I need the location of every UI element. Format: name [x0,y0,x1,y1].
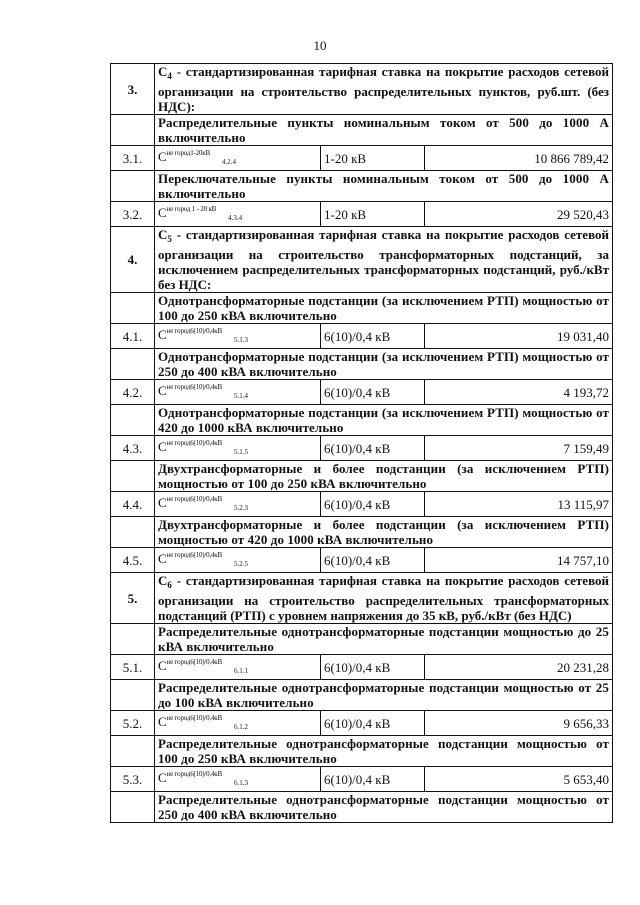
tariff-table [110,63,613,823]
section-4-row [111,227,613,293]
item-description-row [111,349,613,380]
rate-value: 20 231,28 [425,655,613,680]
item-description-row [111,517,613,548]
rate-formula: $C^{не город6(10)/0,4кВ}_{6.1.2}$ [155,711,321,736]
section-3-row [111,64,613,115]
item-description-row [111,461,613,492]
item-number: 4.2. [111,380,155,405]
rate-value: 10 866 789,42 [425,146,613,171]
item-description: Распределительные пункты номинальным током от 500 до 1000 А включительно [155,115,613,146]
item-number: 3.2. [111,202,155,227]
item-description: Двухтрансформаторные и более подстанции (за исключением РТП) мощностью от 100 до 250 кВА включительно [155,461,613,492]
table-row [111,202,613,227]
rate-value: 4 193,72 [425,380,613,405]
voltage-level: 6(10)/0,4 кВ [321,655,425,680]
rate-value: 19 031,40 [425,324,613,349]
section-heading: $C_5$ - стандартизированная тарифная ставка на покрытие расходов сетевой организации на строительство трансформаторных подстанций, за исключением распределительных трансформаторных подстанций, руб./кВт без НДС: [155,227,613,293]
section-number: 4. [111,227,155,293]
table-row [111,655,613,680]
section-heading: $C_6$ - стандартизированная тарифная ставка на покрытие расходов сетевой организации на строительство распределительных трансформаторных подстанций (РТП) с уровнем напряжения до 35 кВ, руб./кВт (без НДС) [155,573,613,624]
item-description: Двухтрансформаторные и более подстанции (за исключением РТП) мощностью от 420 до 1000 кВА включительно [155,517,613,548]
voltage-level: 6(10)/0,4 кВ [321,324,425,349]
rate-value: 9 656,33 [425,711,613,736]
rate-formula: $C^{не город1-20кВ}_{4.2.4}$ [155,146,321,171]
item-number: 4.4. [111,492,155,517]
rate-formula: $C^{не город6(10)/0,4кВ}_{5.1.5}$ [155,436,321,461]
table-row [111,324,613,349]
voltage-level: 1-20 кВ [321,202,425,227]
rate-value: 29 520,43 [425,202,613,227]
voltage-level: 6(10)/0,4 кВ [321,380,425,405]
voltage-level: 6(10)/0,4 кВ [321,711,425,736]
item-description-row [111,405,613,436]
rate-value: 5 653,40 [425,767,613,792]
table-row [111,436,613,461]
rate-formula: $C^{не город6(10)/0,4кВ}_{5.1.4}$ [155,380,321,405]
table-row [111,146,613,171]
table-row [111,548,613,573]
rate-formula: $C^{не город6(10)/0,4кВ}_{5.2.5}$ [155,548,321,573]
table-row [111,380,613,405]
item-description-row [111,115,613,146]
item-description-row [111,171,613,202]
voltage-level: 6(10)/0,4 кВ [321,767,425,792]
voltage-level: 6(10)/0,4 кВ [321,436,425,461]
page-number: 10 [313,38,327,53]
section-5-row [111,573,613,624]
section-number: 5. [111,573,155,624]
item-description: Однотрансформаторные подстанции (за исключением РТП) мощностью от 420 до 1000 кВА включительно [155,405,613,436]
voltage-level: 1-20 кВ [321,146,425,171]
rate-value: 14 757,10 [425,548,613,573]
item-description: Переключательные пункты номинальным током от 500 до 1000 А включительно [155,171,613,202]
item-description: Распределительные однотрансформаторные подстанции мощностью до 25 кВА включительно [155,624,613,655]
item-description-row [111,680,613,711]
item-number: 4.1. [111,324,155,349]
section-number: 3. [111,64,155,115]
item-number: 4.5. [111,548,155,573]
table-row [111,492,613,517]
item-description-row [111,293,613,324]
voltage-level: 6(10)/0,4 кВ [321,492,425,517]
rate-formula: $C^{не город6(10)/0,4кВ}_{5.1.3}$ [155,324,321,349]
item-description-row [111,792,613,823]
rate-formula: $C^{не город 1 - 20 кВ}_{4.3.4}$ [155,202,321,227]
item-number: 3.1. [111,146,155,171]
voltage-level: 6(10)/0,4 кВ [321,548,425,573]
item-number: 5.1. [111,655,155,680]
item-description: Распределительные однотрансформаторные подстанции мощностью от 25 до 100 кВА включительно [155,680,613,711]
item-description: Однотрансформаторные подстанции (за исключением РТП) мощностью от 100 до 250 кВА включительно [155,293,613,324]
rate-value: 7 159,49 [425,436,613,461]
item-description-row [111,624,613,655]
section-heading: $C_4$ - стандартизированная тарифная ставка на покрытие расходов сетевой организации на строительство распределительных пунктов, руб.шт. (без НДС): [155,64,613,115]
table-row [111,767,613,792]
item-number: 5.3. [111,767,155,792]
item-description: Однотрансформаторные подстанции (за исключением РТП) мощностью от 250 до 400 кВА включительно [155,349,613,380]
rate-value: 13 115,97 [425,492,613,517]
rate-formula: $C^{не город6(10)/0,4кВ}_{6.1.1}$ [155,655,321,680]
rate-formula: $C^{не город6(10)/0,4кВ}_{5.2.3}$ [155,492,321,517]
item-number: 5.2. [111,711,155,736]
item-number: 4.3. [111,436,155,461]
rate-formula: $C^{не город6(10)/0,4кВ}_{6.1.3}$ [155,767,321,792]
item-description: Распределительные однотрансформаторные подстанции мощностью от 100 до 250 кВА включительно [155,736,613,767]
item-description-row [111,736,613,767]
item-description: Распределительные однотрансформаторные подстанции мощностью от 250 до 400 кВА включительно [155,792,613,823]
table-row [111,711,613,736]
